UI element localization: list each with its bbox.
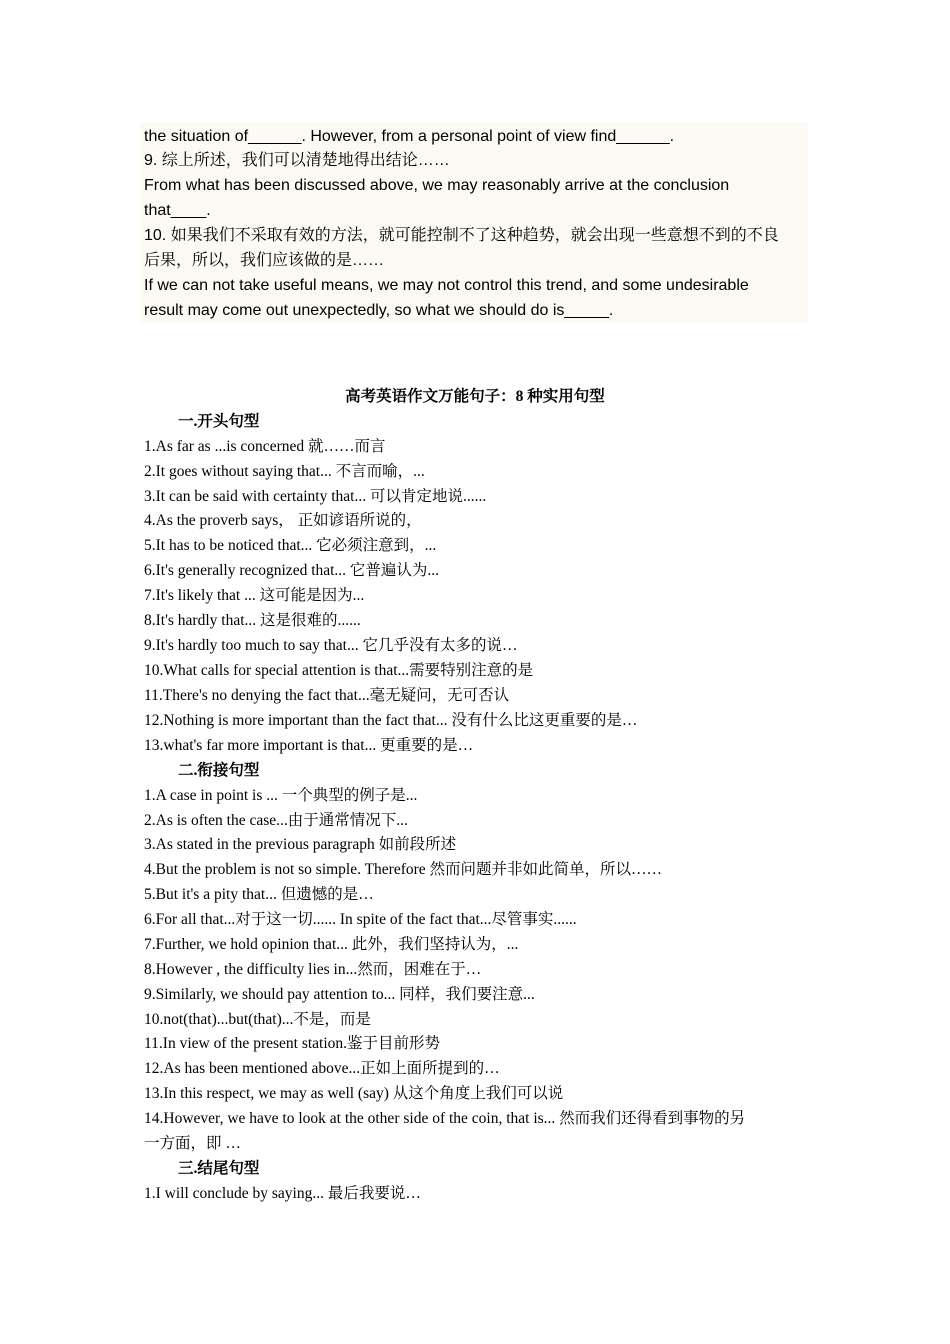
list-item: 12.Nothing is more important than the fact that... 没有什么比这更重要的是… bbox=[144, 712, 638, 729]
list-item-continuation: 一方面，即 … bbox=[144, 1135, 241, 1152]
list-item: 4.As the proverb says， 正如谚语所说的， bbox=[144, 512, 422, 529]
list-item: 5.But it's a pity that... 但遗憾的是… bbox=[144, 886, 374, 903]
list-item: 8.However , the difficulty lies in...然而，困难在于… bbox=[144, 961, 482, 978]
list-item: 13.what's far more important is that... 更重要的是… bbox=[144, 737, 474, 754]
list-item: 5.It has to be noticed that... 它必须注意到，... bbox=[144, 537, 437, 554]
list-item: 6.It's generally recognized that... 它普遍认为... bbox=[144, 562, 440, 579]
box-line-2: 9. 综上所述，我们可以清楚地得出结论…… bbox=[144, 152, 450, 169]
list-item: 4.But the problem is not so simple. Therefore 然而问题并非如此简单，所以…… bbox=[144, 861, 663, 878]
box-line-4: that____. bbox=[144, 202, 211, 219]
list-item: 9.It's hardly too much to say that... 它几乎没有太多的说… bbox=[144, 637, 518, 654]
list-item: 9.Similarly, we should pay attention to... 同样，我们要注意... bbox=[144, 986, 535, 1003]
box-line-8: result may come out unexpectedly, so what we should do is_____. bbox=[144, 302, 614, 319]
section-heading-opening: 一.开头句型 bbox=[178, 413, 260, 430]
list-item: 10.not(that)...but(that)...不是，而是 bbox=[144, 1011, 371, 1028]
list-item: 1.A case in point is ... 一个典型的例子是... bbox=[144, 787, 418, 804]
list-item: 1.As far as ...is concerned 就……而言 bbox=[144, 438, 386, 455]
list-item: 2.It goes without saying that... 不言而喻，... bbox=[144, 463, 425, 480]
box-line-3: From what has been discussed above, we may reasonably arrive at the conclusion bbox=[144, 177, 730, 194]
list-item: 1.I will conclude by saying... 最后我要说… bbox=[144, 1185, 421, 1202]
box-line-6: 后果，所以，我们应该做的是…… bbox=[144, 252, 385, 269]
document-title: 高考英语作文万能句子：8 种实用句型 bbox=[345, 388, 605, 405]
section-heading-transition: 二.衔接句型 bbox=[178, 762, 260, 779]
list-item: 10.What calls for special attention is that...需要特别注意的是 bbox=[144, 662, 534, 679]
list-item: 12.As has been mentioned above...正如上面所提到的… bbox=[144, 1060, 500, 1077]
list-item: 13.In this respect, we may as well (say) 从这个角度上我们可以说 bbox=[144, 1085, 564, 1102]
list-item: 14.However, we have to look at the other side of the coin, that is... 然而我们还得看到事物的另 bbox=[144, 1110, 746, 1127]
list-item: 7.Further, we hold opinion that... 此外，我们坚持认为，... bbox=[144, 936, 519, 953]
list-item: 11.In view of the present station.鉴于目前形势 bbox=[144, 1035, 441, 1052]
list-item: 3.It can be said with certainty that... 可以肯定地说...... bbox=[144, 488, 487, 505]
list-item: 6.For all that...对于这一切...... In spite of the fact that...尽管事实...... bbox=[144, 911, 577, 928]
box-line-5: 10. 如果我们不采取有效的方法，就可能控制不了这种趋势，就会出现一些意想不到的不良 bbox=[144, 227, 779, 244]
list-item: 3.As stated in the previous paragraph 如前段所述 bbox=[144, 836, 457, 853]
section-heading-closing: 三.结尾句型 bbox=[178, 1160, 260, 1177]
list-item: 2.As is often the case...由于通常情况下... bbox=[144, 812, 408, 829]
list-item: 11.There's no denying the fact that...毫无疑问，无可否认 bbox=[144, 687, 510, 704]
box-line-1: the situation of______. However, from a personal point of view find______. bbox=[144, 128, 675, 145]
list-item: 7.It's likely that ... 这可能是因为... bbox=[144, 587, 365, 604]
list-item: 8.It's hardly that... 这是很难的...... bbox=[144, 612, 361, 629]
box-line-7: If we can not take useful means, we may not control this trend, and some undesirable bbox=[144, 277, 749, 294]
